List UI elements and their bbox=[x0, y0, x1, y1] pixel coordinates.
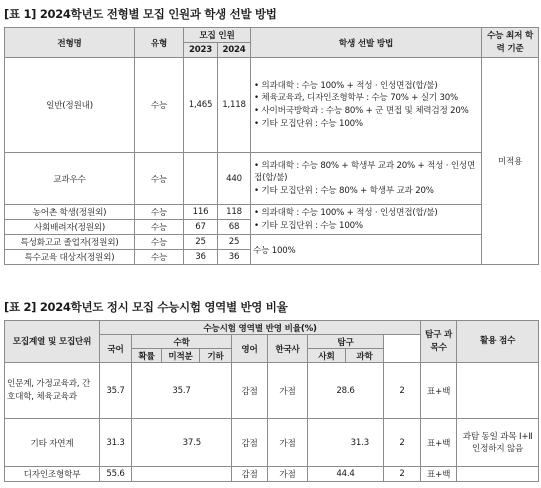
t2-row-math bbox=[132, 467, 232, 482]
t1-row-2023: 25 bbox=[184, 235, 218, 250]
t1-header-category: 유형 bbox=[135, 28, 184, 58]
t2-row-english: 감점 bbox=[232, 467, 268, 482]
t1-row-2024: 25 bbox=[218, 235, 251, 250]
t2-header-prob: 확률 bbox=[132, 349, 162, 363]
t1-min-value: 미적용 bbox=[482, 58, 539, 265]
t2-row-korean: 55.6 bbox=[100, 467, 132, 482]
t2-header-score: 활용 점수 bbox=[457, 321, 539, 363]
t1-row-2023 bbox=[184, 153, 218, 205]
t2-row-english: 감점 bbox=[232, 363, 268, 419]
t1-row-name: 일반(정원내) bbox=[5, 58, 135, 153]
table-row bbox=[5, 235, 539, 250]
t2-header-count: 탐구 과목수 bbox=[421, 321, 457, 363]
t1-header-2024: 2024 bbox=[218, 43, 251, 58]
t2-row-note: 과탐 동일 과목 Ⅰ+Ⅱ 인정하지 않음 bbox=[457, 419, 539, 467]
t2-row-korean: 31.3 bbox=[100, 419, 132, 467]
t2-row-math: 37.5 bbox=[132, 419, 232, 467]
table1-title: [표 1] 2024학년도 전형별 모집 인원과 학생 선발 방법 bbox=[4, 7, 277, 21]
t2-header-math: 수학 bbox=[132, 335, 232, 349]
t1-row-2024: 68 bbox=[218, 220, 251, 235]
t1-row-2023: 67 bbox=[184, 220, 218, 235]
t1-method-rural bbox=[251, 205, 482, 235]
t2-row-count: 2 bbox=[384, 419, 421, 467]
t2-row-note bbox=[457, 467, 539, 482]
t2-header-calc: 미적분 bbox=[162, 349, 200, 363]
method-line: • 의과대학 : 수능 80% + 학생부 교과 20% + 적성 · 인성면접(합/불) bbox=[254, 160, 476, 184]
method-line: • 사이버국방학과 : 수능 80% + 군 면접 및 체력검정 20% bbox=[254, 106, 469, 116]
t2-row-history: 가점 bbox=[268, 419, 308, 467]
t2-header-english: 영어 bbox=[232, 335, 268, 363]
t1-row-2023: 1,465 bbox=[184, 58, 218, 153]
t2-row-count: 2 bbox=[384, 467, 421, 482]
t2-header-history: 한국사 bbox=[268, 335, 308, 363]
method-line: • 기타 모집단위 : 수능 100% bbox=[254, 118, 363, 129]
table-row bbox=[5, 205, 539, 220]
t2-header-korean: 국어 bbox=[100, 335, 132, 363]
t1-row-2024: 118 bbox=[218, 205, 251, 220]
t2-row-history: 가점 bbox=[268, 363, 308, 419]
table2 bbox=[4, 320, 539, 482]
t2-row-inquiry: 28.6 bbox=[308, 363, 384, 419]
method-line: • 의과대학 : 수능 100% + 적성 · 인성면접(합/불) bbox=[254, 207, 438, 218]
t1-header-type: 전형명 bbox=[5, 28, 135, 58]
t1-row-2023: 116 bbox=[184, 205, 218, 220]
t2-header-inquiry: 탐구 bbox=[308, 335, 384, 349]
t1-row-category: 수능 bbox=[135, 235, 184, 250]
t2-row-unit: 인문계, 가정교육과, 간호대학, 체육교육과 bbox=[5, 363, 100, 419]
t1-row-2024: 1,118 bbox=[218, 58, 251, 153]
table-row bbox=[5, 467, 539, 482]
t2-row-english: 감점 bbox=[232, 419, 268, 467]
t1-row-category: 수능 bbox=[135, 153, 184, 205]
t1-header-min: 수능 최저 학력 기준 bbox=[482, 28, 539, 58]
t2-row-math: 35.7 bbox=[132, 363, 232, 419]
table-row bbox=[5, 58, 539, 153]
t2-row-unit: 기타 자연계 bbox=[5, 419, 100, 467]
t1-header-method: 학생 선발 방법 bbox=[251, 28, 482, 58]
t2-header-science: 과학 bbox=[346, 349, 384, 363]
table-row bbox=[5, 419, 539, 467]
table1 bbox=[4, 27, 539, 265]
t1-row-category: 수능 bbox=[135, 220, 184, 235]
t2-header-social: 사회 bbox=[308, 349, 346, 363]
t2-row-inquiry: 31.3 bbox=[308, 419, 384, 467]
t1-row-category: 수능 bbox=[135, 250, 184, 265]
t1-row-category: 수능 bbox=[135, 205, 184, 220]
table-row bbox=[5, 153, 539, 205]
t1-row-name: 특수교육 대상자(정원외) bbox=[5, 250, 135, 265]
t2-row-score: 표+백 bbox=[421, 419, 457, 467]
t2-header-ratio: 수능시험 영역별 반영 비율(%) bbox=[100, 321, 421, 335]
t1-method-rest: 수능 100% bbox=[251, 235, 482, 265]
method-line: • 의과대학 : 수능 100% + 적성 · 인성면접(합/불) bbox=[254, 80, 438, 91]
t2-row-unit: 디자인조형학부 bbox=[5, 467, 100, 482]
t1-row-name: 특성화고교 졸업자(정원외) bbox=[5, 235, 135, 250]
table2-title: [표 2] 2024학년도 정시 모집 수능시험 영역별 반영 비율 bbox=[4, 300, 288, 314]
t1-row-name: 사회배려자(정원외) bbox=[5, 220, 135, 235]
t1-header-2023: 2023 bbox=[184, 43, 218, 58]
method-line: • 기타 모집단위 : 수능 80% + 학생부 교과 20% bbox=[254, 185, 434, 196]
t2-row-note bbox=[457, 363, 539, 419]
t2-row-count: 2 bbox=[384, 363, 421, 419]
t1-row-name: 교과우수 bbox=[5, 153, 135, 205]
t2-header-geom: 기하 bbox=[200, 349, 232, 363]
t2-header-unit: 모집계열 및 모집단위 bbox=[5, 321, 100, 363]
t2-row-korean: 35.7 bbox=[100, 363, 132, 419]
t2-row-score: 표+백 bbox=[421, 467, 457, 482]
t2-row-score: 표+백 bbox=[421, 363, 457, 419]
method-line: • 체육교육과, 디자인조형학부 : 수능 70% + 실기 30% bbox=[254, 93, 458, 104]
t1-row-category: 수능 bbox=[135, 58, 184, 153]
method-line: • 기타 모집단위 : 수능 100% bbox=[254, 220, 363, 231]
t1-row-2023: 36 bbox=[184, 250, 218, 265]
t1-method-general bbox=[251, 58, 482, 153]
t2-row-inquiry: 44.4 bbox=[308, 467, 384, 482]
t2-row-history: 가점 bbox=[268, 467, 308, 482]
t1-header-quota: 모집 인원 bbox=[184, 28, 251, 43]
t1-row-2024: 36 bbox=[218, 250, 251, 265]
t1-method-merit bbox=[251, 153, 482, 205]
table-row bbox=[5, 363, 539, 419]
t1-row-2024: 440 bbox=[218, 153, 251, 205]
t1-row-name: 농어촌 학생(정원외) bbox=[5, 205, 135, 220]
